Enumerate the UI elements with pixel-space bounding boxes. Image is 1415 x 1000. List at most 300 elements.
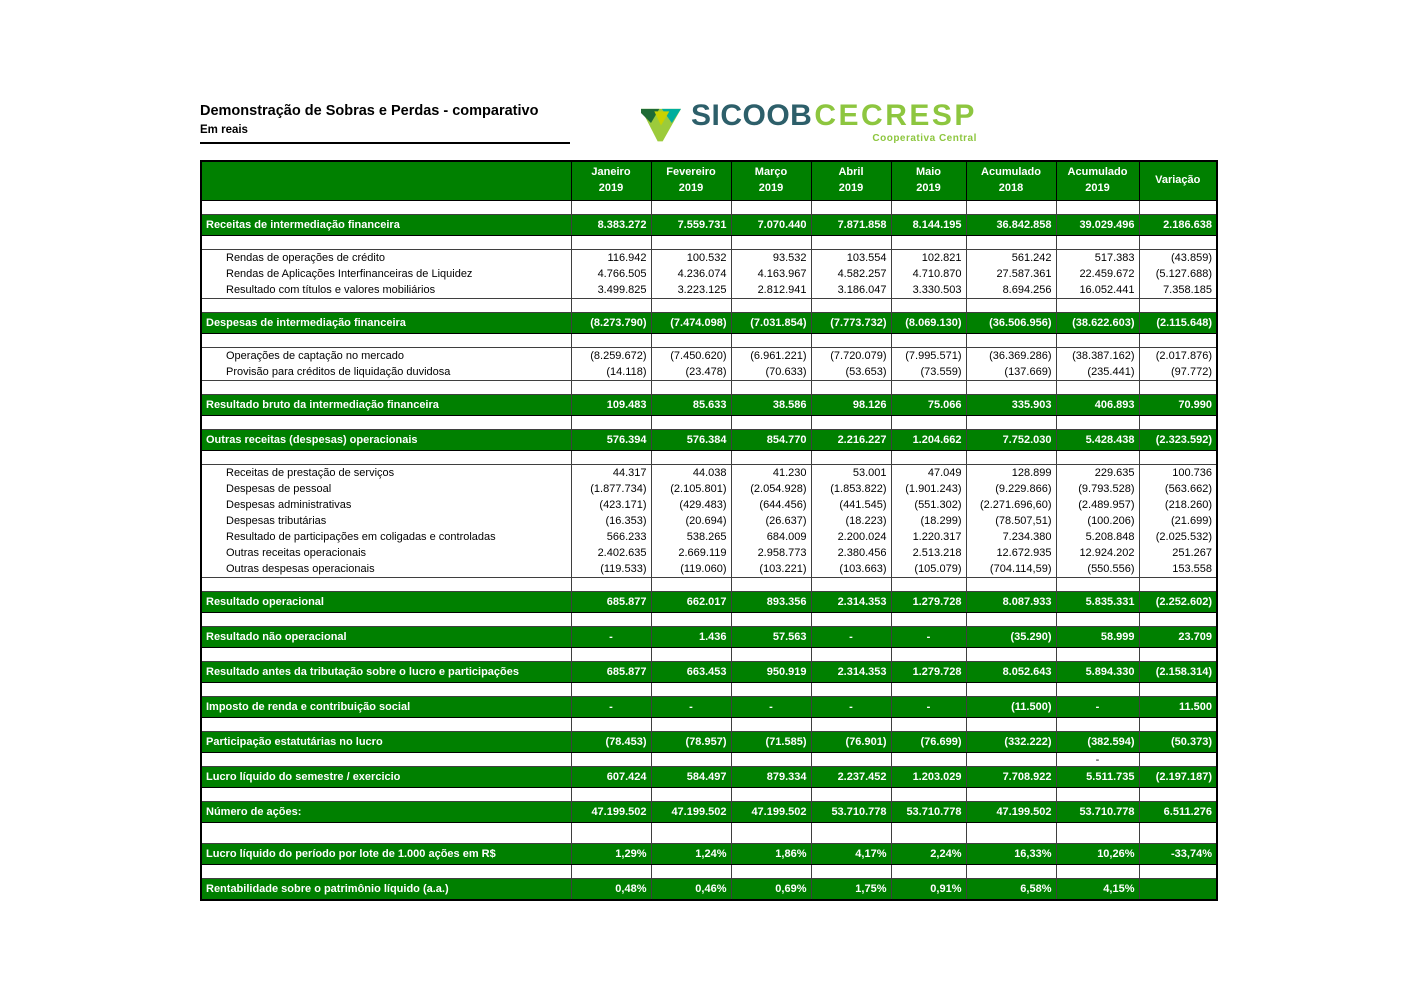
- table-row: [201, 236, 1217, 250]
- value-cell: 75.066: [891, 395, 966, 416]
- value-cell: 1.204.662: [891, 430, 966, 451]
- table-row: [201, 529, 1217, 545]
- row-label: [201, 788, 571, 802]
- table-row: [201, 465, 1217, 482]
- value-cell: -: [1056, 753, 1139, 767]
- value-cell: [1056, 334, 1139, 348]
- value-cell: 8.144.195: [891, 215, 966, 236]
- value-cell: [651, 648, 731, 662]
- row-label: Operações de captação no mercado: [201, 348, 571, 365]
- table-row: [201, 250, 1217, 267]
- table-row: [201, 788, 1217, 802]
- value-cell: (103.221): [731, 561, 811, 578]
- value-cell: 44.317: [571, 465, 651, 482]
- value-cell: 6.511.276: [1139, 802, 1217, 823]
- value-cell: (218.260): [1139, 497, 1217, 513]
- row-label: Provisão para créditos de liquidação duvidosa: [201, 364, 571, 381]
- value-cell: [571, 613, 651, 627]
- brand-cecresp: CECRESP: [814, 99, 977, 132]
- row-label: Lucro líquido do período por lote de 1.000 ações em R$: [201, 844, 571, 865]
- value-cell: [966, 683, 1056, 697]
- table-row: [201, 767, 1217, 788]
- table-row: [201, 823, 1217, 844]
- value-cell: 53.710.778: [891, 802, 966, 823]
- row-label: Lucro líquido do semestre / exercicio: [201, 767, 571, 788]
- value-cell: (551.302): [891, 497, 966, 513]
- value-cell: 4,17%: [811, 844, 891, 865]
- table-row: [201, 215, 1217, 236]
- value-cell: [811, 416, 891, 430]
- value-cell: 663.453: [651, 662, 731, 683]
- table-row: [201, 282, 1217, 299]
- value-cell: 6,58%: [966, 879, 1056, 901]
- value-cell: [1056, 236, 1139, 250]
- row-label: [201, 578, 571, 592]
- table-row: [201, 545, 1217, 561]
- value-cell: [966, 753, 1056, 767]
- value-cell: (2.197.187): [1139, 767, 1217, 788]
- value-cell: [1139, 201, 1217, 215]
- value-cell: [651, 416, 731, 430]
- value-cell: [1056, 381, 1139, 395]
- value-cell: [1139, 648, 1217, 662]
- value-cell: (76.699): [891, 732, 966, 753]
- value-cell: (21.699): [1139, 513, 1217, 529]
- value-cell: (7.995.571): [891, 348, 966, 365]
- value-cell: [1056, 718, 1139, 732]
- column-header: Acumulado 2018: [966, 161, 1056, 201]
- table-row: [201, 561, 1217, 578]
- value-cell: [891, 236, 966, 250]
- value-cell: 0,91%: [891, 879, 966, 901]
- row-label: Rendas de Aplicações Interfinanceiras de Liquidez: [201, 266, 571, 282]
- value-cell: [731, 788, 811, 802]
- table-row: [201, 753, 1217, 767]
- value-cell: (11.500): [966, 697, 1056, 718]
- value-cell: 47.199.502: [731, 802, 811, 823]
- table-row: [201, 395, 1217, 416]
- value-cell: (50.373): [1139, 732, 1217, 753]
- value-cell: (26.637): [731, 513, 811, 529]
- value-cell: (35.290): [966, 627, 1056, 648]
- value-cell: [966, 788, 1056, 802]
- table-row: [201, 497, 1217, 513]
- value-cell: 4,15%: [1056, 879, 1139, 901]
- value-cell: [966, 201, 1056, 215]
- value-cell: (18.299): [891, 513, 966, 529]
- column-header: Abril 2019: [811, 161, 891, 201]
- value-cell: [571, 381, 651, 395]
- value-cell: (8.069.130): [891, 313, 966, 334]
- value-cell: (1.853.822): [811, 481, 891, 497]
- row-label: [201, 416, 571, 430]
- value-cell: 685.877: [571, 592, 651, 613]
- value-cell: 2.216.227: [811, 430, 891, 451]
- value-cell: 538.265: [651, 529, 731, 545]
- value-cell: [571, 718, 651, 732]
- value-cell: (2.025.532): [1139, 529, 1217, 545]
- value-cell: 1,86%: [731, 844, 811, 865]
- value-cell: 3.330.503: [891, 282, 966, 299]
- value-cell: -: [811, 627, 891, 648]
- value-cell: [811, 788, 891, 802]
- table-header: [201, 161, 1217, 201]
- value-cell: [811, 334, 891, 348]
- value-cell: [966, 648, 1056, 662]
- row-label: Outras receitas (despesas) operacionais: [201, 430, 571, 451]
- value-cell: 950.919: [731, 662, 811, 683]
- value-cell: (644.456): [731, 497, 811, 513]
- value-cell: (103.663): [811, 561, 891, 578]
- value-cell: [571, 201, 651, 215]
- value-cell: 53.710.778: [811, 802, 891, 823]
- value-cell: 7.708.922: [966, 767, 1056, 788]
- value-cell: [571, 788, 651, 802]
- corner-cell: [201, 161, 571, 201]
- value-cell: 5.208.848: [1056, 529, 1139, 545]
- value-cell: 41.230: [731, 465, 811, 482]
- value-cell: (332.222): [966, 732, 1056, 753]
- value-cell: 1,75%: [811, 879, 891, 901]
- row-label: [201, 613, 571, 627]
- value-cell: (71.585): [731, 732, 811, 753]
- value-cell: [891, 823, 966, 844]
- value-cell: 2.314.353: [811, 592, 891, 613]
- value-cell: -33,74%: [1139, 844, 1217, 865]
- value-cell: 8.087.933: [966, 592, 1056, 613]
- value-cell: (7.720.079): [811, 348, 891, 365]
- value-cell: (550.556): [1056, 561, 1139, 578]
- table-row: [201, 627, 1217, 648]
- page-title: Demonstração de Sobras e Perdas - comparativo: [200, 103, 539, 119]
- value-cell: [651, 718, 731, 732]
- logo-tagline: Cooperativa Central: [872, 132, 977, 144]
- value-cell: 685.877: [571, 662, 651, 683]
- value-cell: 85.633: [651, 395, 731, 416]
- table-row: [201, 683, 1217, 697]
- value-cell: (2.115.648): [1139, 313, 1217, 334]
- value-cell: 70.990: [1139, 395, 1217, 416]
- column-header: Variação: [1139, 161, 1217, 201]
- table-body: [201, 201, 1217, 901]
- row-label: [201, 299, 571, 313]
- value-cell: [1139, 683, 1217, 697]
- value-cell: (704.114,59): [966, 561, 1056, 578]
- column-header: Janeiro 2019: [571, 161, 651, 201]
- table-row: [201, 416, 1217, 430]
- value-cell: [891, 613, 966, 627]
- value-cell: 561.242: [966, 250, 1056, 267]
- row-label: [201, 201, 571, 215]
- value-cell: (23.478): [651, 364, 731, 381]
- value-cell: (70.633): [731, 364, 811, 381]
- value-cell: 566.233: [571, 529, 651, 545]
- value-cell: (53.653): [811, 364, 891, 381]
- value-cell: [1139, 381, 1217, 395]
- value-cell: 4.710.870: [891, 266, 966, 282]
- value-cell: (97.772): [1139, 364, 1217, 381]
- row-label: Resultado operacional: [201, 592, 571, 613]
- value-cell: (2.252.602): [1139, 592, 1217, 613]
- value-cell: [891, 753, 966, 767]
- value-cell: [651, 334, 731, 348]
- value-cell: [1056, 416, 1139, 430]
- value-cell: [1056, 578, 1139, 592]
- value-cell: 1.436: [651, 627, 731, 648]
- value-cell: -: [891, 697, 966, 718]
- value-cell: (441.545): [811, 497, 891, 513]
- value-cell: [1139, 236, 1217, 250]
- value-cell: [731, 823, 811, 844]
- value-cell: [811, 718, 891, 732]
- sicoob-logo-mark: [636, 101, 686, 145]
- value-cell: [651, 788, 731, 802]
- value-cell: 7.234.380: [966, 529, 1056, 545]
- value-cell: 1,29%: [571, 844, 651, 865]
- value-cell: [1139, 451, 1217, 465]
- value-cell: 662.017: [651, 592, 731, 613]
- value-cell: -: [571, 697, 651, 718]
- value-cell: (2.323.592): [1139, 430, 1217, 451]
- value-cell: [651, 236, 731, 250]
- value-cell: [731, 299, 811, 313]
- value-cell: [891, 718, 966, 732]
- value-cell: 1,24%: [651, 844, 731, 865]
- row-label: Participação estatutárias no lucro: [201, 732, 571, 753]
- table-row: [201, 865, 1217, 879]
- row-label: [201, 451, 571, 465]
- table-row: [201, 266, 1217, 282]
- value-cell: [891, 648, 966, 662]
- value-cell: (38.387.162): [1056, 348, 1139, 365]
- value-cell: 57.563: [731, 627, 811, 648]
- row-label: Despesas de intermediação financeira: [201, 313, 571, 334]
- value-cell: [966, 865, 1056, 879]
- row-label: Outras despesas operacionais: [201, 561, 571, 578]
- value-cell: [571, 236, 651, 250]
- value-cell: [651, 299, 731, 313]
- value-cell: (423.171): [571, 497, 651, 513]
- value-cell: [1056, 451, 1139, 465]
- value-cell: 103.554: [811, 250, 891, 267]
- value-cell: 116.942: [571, 250, 651, 267]
- row-label: Rentabilidade sobre o patrimônio líquido (a.a.): [201, 879, 571, 901]
- value-cell: 47.199.502: [571, 802, 651, 823]
- table-row: [201, 451, 1217, 465]
- row-label: Imposto de renda e contribuição social: [201, 697, 571, 718]
- table-row: [201, 299, 1217, 313]
- row-label: [201, 381, 571, 395]
- table-row: [201, 334, 1217, 348]
- value-cell: (36.506.956): [966, 313, 1056, 334]
- value-cell: (2.489.957): [1056, 497, 1139, 513]
- value-cell: -: [1056, 697, 1139, 718]
- column-header: Fevereiro 2019: [651, 161, 731, 201]
- value-cell: (105.079): [891, 561, 966, 578]
- value-cell: [1139, 299, 1217, 313]
- table-row: [201, 513, 1217, 529]
- value-cell: (137.669): [966, 364, 1056, 381]
- value-cell: 2.314.353: [811, 662, 891, 683]
- value-cell: [731, 334, 811, 348]
- value-cell: (8.273.790): [571, 313, 651, 334]
- value-cell: 7.070.440: [731, 215, 811, 236]
- value-cell: [891, 299, 966, 313]
- value-cell: [571, 823, 651, 844]
- value-cell: 3.186.047: [811, 282, 891, 299]
- value-cell: -: [731, 697, 811, 718]
- value-cell: [571, 865, 651, 879]
- value-cell: (382.594): [1056, 732, 1139, 753]
- value-cell: 251.267: [1139, 545, 1217, 561]
- value-cell: [731, 865, 811, 879]
- value-cell: 109.483: [571, 395, 651, 416]
- value-cell: 5.428.438: [1056, 430, 1139, 451]
- value-cell: 93.532: [731, 250, 811, 267]
- table-row: [201, 613, 1217, 627]
- table-row: [201, 364, 1217, 381]
- value-cell: [571, 451, 651, 465]
- value-cell: (7.031.854): [731, 313, 811, 334]
- value-cell: [651, 823, 731, 844]
- value-cell: (9.229.866): [966, 481, 1056, 497]
- value-cell: (20.694): [651, 513, 731, 529]
- value-cell: 684.009: [731, 529, 811, 545]
- table-row: [201, 201, 1217, 215]
- value-cell: 335.903: [966, 395, 1056, 416]
- value-cell: 517.383: [1056, 250, 1139, 267]
- value-cell: 3.499.825: [571, 282, 651, 299]
- value-cell: [1056, 201, 1139, 215]
- value-cell: [1139, 613, 1217, 627]
- value-cell: [651, 613, 731, 627]
- value-cell: 3.223.125: [651, 282, 731, 299]
- value-cell: [571, 578, 651, 592]
- value-cell: 38.586: [731, 395, 811, 416]
- value-cell: [811, 823, 891, 844]
- row-label: Resultado bruto da intermediação financeira: [201, 395, 571, 416]
- row-label: [201, 865, 571, 879]
- page-subtitle: Em reais: [200, 124, 570, 144]
- value-cell: (235.441): [1056, 364, 1139, 381]
- table-row: [201, 718, 1217, 732]
- value-cell: 11.500: [1139, 697, 1217, 718]
- value-cell: [1056, 613, 1139, 627]
- value-cell: 39.029.496: [1056, 215, 1139, 236]
- brand-sicoob: SICOOB: [691, 99, 813, 132]
- value-cell: [731, 416, 811, 430]
- value-cell: (78.957): [651, 732, 731, 753]
- value-cell: 1.279.728: [891, 662, 966, 683]
- value-cell: [1056, 788, 1139, 802]
- value-cell: 879.334: [731, 767, 811, 788]
- value-cell: (5.127.688): [1139, 266, 1217, 282]
- row-label: Resultado com títulos e valores mobiliários: [201, 282, 571, 299]
- value-cell: (76.901): [811, 732, 891, 753]
- value-cell: 576.394: [571, 430, 651, 451]
- value-cell: [1056, 299, 1139, 313]
- value-cell: [1139, 718, 1217, 732]
- value-cell: [1056, 683, 1139, 697]
- value-cell: 153.558: [1139, 561, 1217, 578]
- row-label: [201, 648, 571, 662]
- value-cell: 8.052.643: [966, 662, 1056, 683]
- value-cell: [731, 451, 811, 465]
- value-cell: -: [811, 697, 891, 718]
- value-cell: 2.513.218: [891, 545, 966, 561]
- value-cell: 406.893: [1056, 395, 1139, 416]
- value-cell: [811, 451, 891, 465]
- row-label: [201, 683, 571, 697]
- value-cell: (1.877.734): [571, 481, 651, 497]
- value-cell: (73.559): [891, 364, 966, 381]
- value-cell: 4.582.257: [811, 266, 891, 282]
- value-cell: 7.871.858: [811, 215, 891, 236]
- table-row: [201, 844, 1217, 865]
- value-cell: 16.052.441: [1056, 282, 1139, 299]
- column-header: Março 2019: [731, 161, 811, 201]
- value-cell: [891, 381, 966, 395]
- value-cell: 2.380.456: [811, 545, 891, 561]
- value-cell: [1139, 788, 1217, 802]
- table-row: [201, 879, 1217, 901]
- table-row: [201, 381, 1217, 395]
- value-cell: [891, 451, 966, 465]
- value-cell: [811, 683, 891, 697]
- value-cell: (2.105.801): [651, 481, 731, 497]
- value-cell: (36.369.286): [966, 348, 1056, 365]
- value-cell: (429.483): [651, 497, 731, 513]
- value-cell: 7.559.731: [651, 215, 731, 236]
- value-cell: 576.384: [651, 430, 731, 451]
- value-cell: 8.694.256: [966, 282, 1056, 299]
- table-row: [201, 481, 1217, 497]
- value-cell: 58.999: [1056, 627, 1139, 648]
- value-cell: 1.279.728: [891, 592, 966, 613]
- value-cell: (563.662): [1139, 481, 1217, 497]
- value-cell: 2,24%: [891, 844, 966, 865]
- value-cell: 0,69%: [731, 879, 811, 901]
- row-label: [201, 753, 571, 767]
- value-cell: (6.961.221): [731, 348, 811, 365]
- value-cell: 47.199.502: [966, 802, 1056, 823]
- value-cell: (8.259.672): [571, 348, 651, 365]
- table-row: [201, 313, 1217, 334]
- value-cell: 100.736: [1139, 465, 1217, 482]
- value-cell: [891, 334, 966, 348]
- value-cell: [811, 648, 891, 662]
- value-cell: (119.060): [651, 561, 731, 578]
- value-cell: (2.017.876): [1139, 348, 1217, 365]
- row-label: Rendas de operações de crédito: [201, 250, 571, 267]
- logo-text: [691, 100, 977, 144]
- value-cell: 2.200.024: [811, 529, 891, 545]
- value-cell: (9.793.528): [1056, 481, 1139, 497]
- value-cell: [811, 578, 891, 592]
- value-cell: 229.635: [1056, 465, 1139, 482]
- value-cell: [891, 201, 966, 215]
- value-cell: [571, 334, 651, 348]
- value-cell: 2.402.635: [571, 545, 651, 561]
- row-label: Resultado de participações em coligadas e controladas: [201, 529, 571, 545]
- value-cell: [651, 578, 731, 592]
- row-label: Receitas de prestação de serviços: [201, 465, 571, 482]
- table-row: [201, 348, 1217, 365]
- value-cell: 0,46%: [651, 879, 731, 901]
- value-cell: 44.038: [651, 465, 731, 482]
- row-label: Resultado não operacional: [201, 627, 571, 648]
- value-cell: [966, 416, 1056, 430]
